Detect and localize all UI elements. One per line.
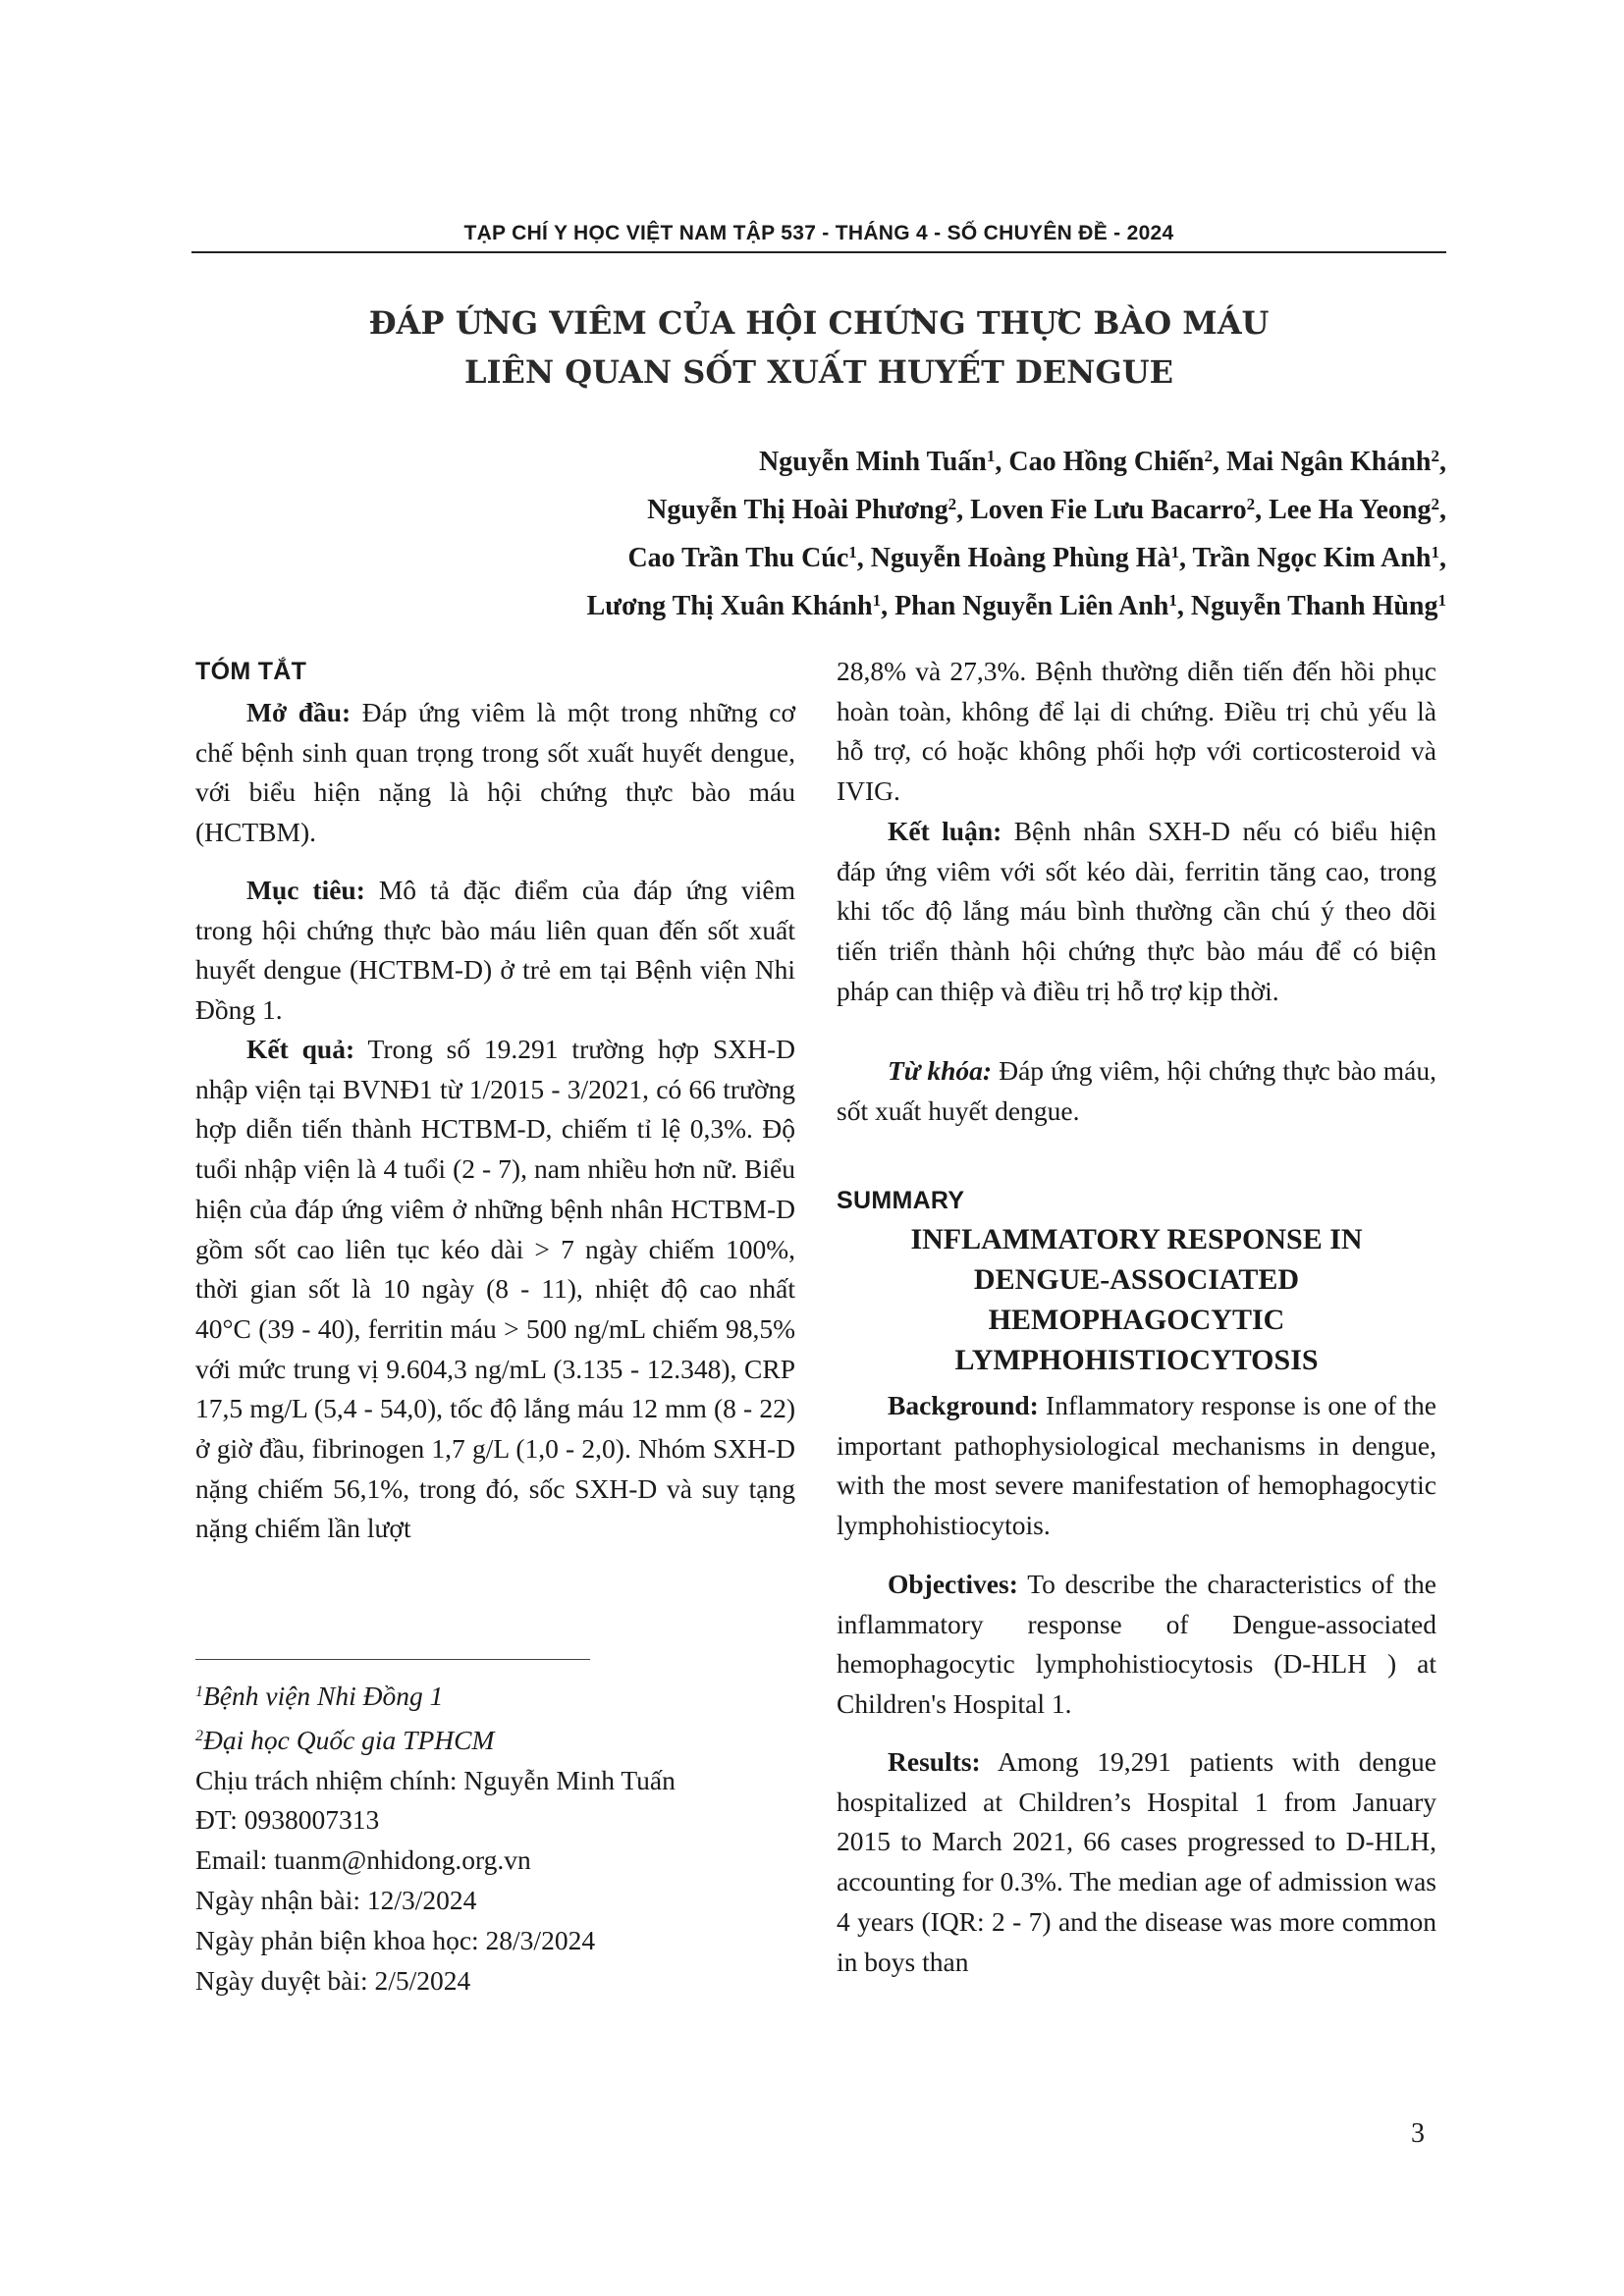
author-name: Nguyễn Thị Hoài Phương [647,495,948,525]
author-list [191,435,1446,627]
mo-dau-label: Mở đầu: [246,697,352,727]
english-title-line: INFLAMMATORY RESPONSE IN [910,1223,1363,1255]
affiliation-mark: 2 [1246,495,1256,513]
objectives-label: Objectives: [888,1569,1018,1599]
affiliation-mark: 2 [1431,447,1439,465]
affiliation-mark: 1 [872,591,882,610]
affiliation-mark: 1 [1168,591,1177,610]
tu-khoa-paragraph [837,1051,1436,1131]
author-line-1: Nguyễn Minh Tuấn$^1$, Cao Hồng Chiến$^2$, Mai Ngân Khánh$^2$, [758,447,1446,477]
ket-luan-paragraph [837,812,1436,1012]
title-line-2: LIÊN QUAN SỐT XUẤT HUYẾT DENGUE [463,353,1174,391]
tu-khoa-label: Từ khóa: [888,1055,993,1086]
footnotes [195,1673,804,2001]
affiliation-mark: 1 [1170,543,1180,561]
author-name: Cao Trần Thu Cúc [627,543,849,573]
author-name: Loven Fie Lưu Bacarro [970,495,1247,525]
footnote-rule [195,1659,590,1660]
muc-tieu-text: Mô tả đặc điểm của đáp ứng viêm trong hội chứng thực bào máu liên quan đến sốt xuất huyết dengue (HCTBM-D) ở trẻ em tại Bệnh viện Nhi Đồng 1. [195,875,795,1026]
article-title [191,298,1446,397]
affiliation-mark: 2 [947,495,957,513]
affiliation-1 [195,1673,804,1717]
ket-qua-text: Trong số 19.291 trường hợp SXH-D nhập viện tại BVNĐ1 từ 1/2015 - 3/2021, có 66 trường hợp diễn tiến thành HCTBM-D, chiếm tỉ lệ 0,3%. Độ tuổi nhập viện là 4 tuổi (2 - 7), nam nhiều hơn nữ. Biểu hiện của đáp ứng viêm ở những bệnh nhân HCTBM-D gồm sốt cao liên tục kéo dài > 7 ngày chiếm 100%, thời gian sốt là 10 ngày (8 - 11), nhiệt độ cao nhất 40°C (39 - 40), ferritin máu > 500 ng/mL chiếm 98,5% với mức trung vị 9.604,3 ng/mL (3.135 - 12.348), CRP 17,5 mg/L (5,4 - 54,0), tốc độ lắng máu 12 mm (8 - 22) ở giờ đầu, fibrinogen 1,7 g/L (1,0 - 2,0). Nhóm SXH-D nặng chiếm 56,1%, trong đó, sốc SXH-D và suy tạng nặng chiếm lần lượt [195,1034,795,1544]
objectives-text: To describe the characteristics of the inflammatory response of Dengue-associated hemophagocytic lymphohistiocytosis (D-HLH ) at Children's Hospital 1. [837,1569,1436,1720]
author-name: Mai Ngân Khánh [1226,447,1432,477]
english-title [837,1219,1436,1380]
received-date: Ngày nhận bài: 12/3/2024 [195,1884,477,1915]
reviewed-date: Ngày phản biện khoa học: 28/3/2024 [195,1924,596,1955]
objectives-paragraph [837,1565,1436,1725]
affiliation-2-mark: 2 [195,1727,203,1744]
page-number: 3 [1411,2118,1425,2149]
phone: ĐT: 0938007313 [195,1804,380,1836]
affiliation-mark: 1 [986,447,996,465]
header-rule [191,251,1446,253]
ket-luan-label: Kết luận: [888,816,1002,846]
author-line-2: Nguyễn Thị Hoài Phương$^2$, Loven Fie Lưu Bacarro$^2$, Lee Ha Yeong$^2$, [647,495,1446,525]
approved-date: Ngày duyệt bài: 2/5/2024 [195,1964,471,1996]
affiliation-2-text: Đại học Quốc gia TPHCM [203,1724,495,1755]
author-name: Nguyễn Hoàng Phùng Hà [870,543,1171,573]
journal-header: TẠP CHÍ Y HỌC VIỆT NAM TẬP 537 - THÁNG 4 - SỐ CHUYÊN ĐỀ - 2024 [463,222,1174,244]
title-line-1: ĐÁP ỨNG VIÊM CỦA HỘI CHỨNG THỰC BÀO MÁU [368,304,1270,342]
results-text: Among 19,291 patients with dengue hospitalized at Children’s Hospital 1 from January 2015 to March 2021, 66 cases progressed to D-HLH, accounting for 0.3%. The median age of admission was 4 years (IQR: 2 - 7) and the disease was more common in boys than [837,1746,1436,1977]
ket-luan-text: Bệnh nhân SXH-D nếu có biểu hiện đáp ứng viêm với sốt kéo dài, ferritin tăng cao, trong khi tốc độ lắng máu bình thường cần chú ý theo dõi tiến triển thành hội chứng thực bào máu để có biện pháp can thiệp và điều trị hỗ trợ kịp thời. [837,816,1437,1006]
affiliation-mark: 1 [1431,543,1439,561]
affiliation-mark: 1 [848,543,857,561]
affiliation-1-mark: 1 [195,1683,203,1700]
ket-qua-continued: 28,8% và 27,3%. Bệnh thường diễn tiến đến hồi phục hoàn toàn, không để lại di chứng. Điều trị chủ yếu là hỗ trợ, có hoặc không phối hợp với corticosteroid và IVIG. [837,656,1436,807]
ket-qua-label: Kết quả: [246,1034,355,1064]
affiliation-1-text: Bệnh viện Nhi Đồng 1 [203,1681,444,1711]
background-paragraph [837,1386,1436,1546]
ket-qua-paragraph [195,1030,795,1549]
background-text: Inflammatory response is one of the important pathophysiological mechanisms in dengue, with the most severe manifestation of hemophagocytic lymphohistiocytois. [837,1390,1436,1541]
english-title-line: HEMOPHAGOCYTIC [988,1304,1285,1336]
author-line-3: Cao Trần Thu Cúc$^1$, Nguyễn Hoàng Phùng $Hà^1$, Trần Ngọc Kim Anh$^1$, [627,543,1446,573]
affiliation-mark: 2 [1431,495,1439,513]
mo-dau-paragraph [195,693,795,853]
author-name: Nguyễn Minh Tuấn [758,447,987,477]
muc-tieu-label: Mục tiêu: [246,875,365,905]
author-name: Nguyễn Thanh Hùng [1190,591,1438,621]
mo-dau-text: Đáp ứng viêm là một trong những cơ chế bệnh sinh quan trọng trong sốt xuất huyết dengue, với biểu hiện nặng là hội chứng thực bào máu (HCTBM). [195,697,795,848]
results-label: Results: [888,1746,981,1777]
author-name: Lee Ha Yeong [1269,495,1432,525]
author-name: Cao Hồng Chiến [1008,447,1205,477]
english-title-line: DENGUE-ASSOCIATED [973,1263,1300,1296]
background-label: Background: [888,1390,1039,1420]
email: Email: tuanm@nhidong.org.vn [195,1844,531,1876]
author-name: Phan Nguyễn Liên Anh [894,591,1169,621]
affiliation-mark: 2 [1204,447,1213,465]
muc-tieu-paragraph [195,871,795,1031]
english-title-line: LYMPHOHISTIOCYTOSIS [954,1344,1319,1376]
responsible-author: Chịu trách nhiệm chính: Nguyễn Minh Tuấn [195,1764,676,1795]
author-name: Lương Thị Xuân Khánh [586,591,873,621]
tom-tat-heading: TÓM TẮT [195,658,307,685]
results-paragraph [837,1742,1436,1982]
summary-heading: SUMMARY [837,1187,965,1214]
affiliation-2 [195,1717,804,1761]
tu-khoa-text: Đáp ứng viêm, hội chứng thực bào máu, sốt xuất huyết dengue. [837,1055,1436,1126]
affiliation-mark: 1 [1437,591,1446,610]
author-name: Trần Ngọc Kim Anh [1192,543,1432,573]
author-line-4: Lương Thị Xuân Khánh$^1$, Phan Nguyễn Liên Anh$^1$, Nguyễn Thanh Hùng$^1$ [586,591,1446,621]
